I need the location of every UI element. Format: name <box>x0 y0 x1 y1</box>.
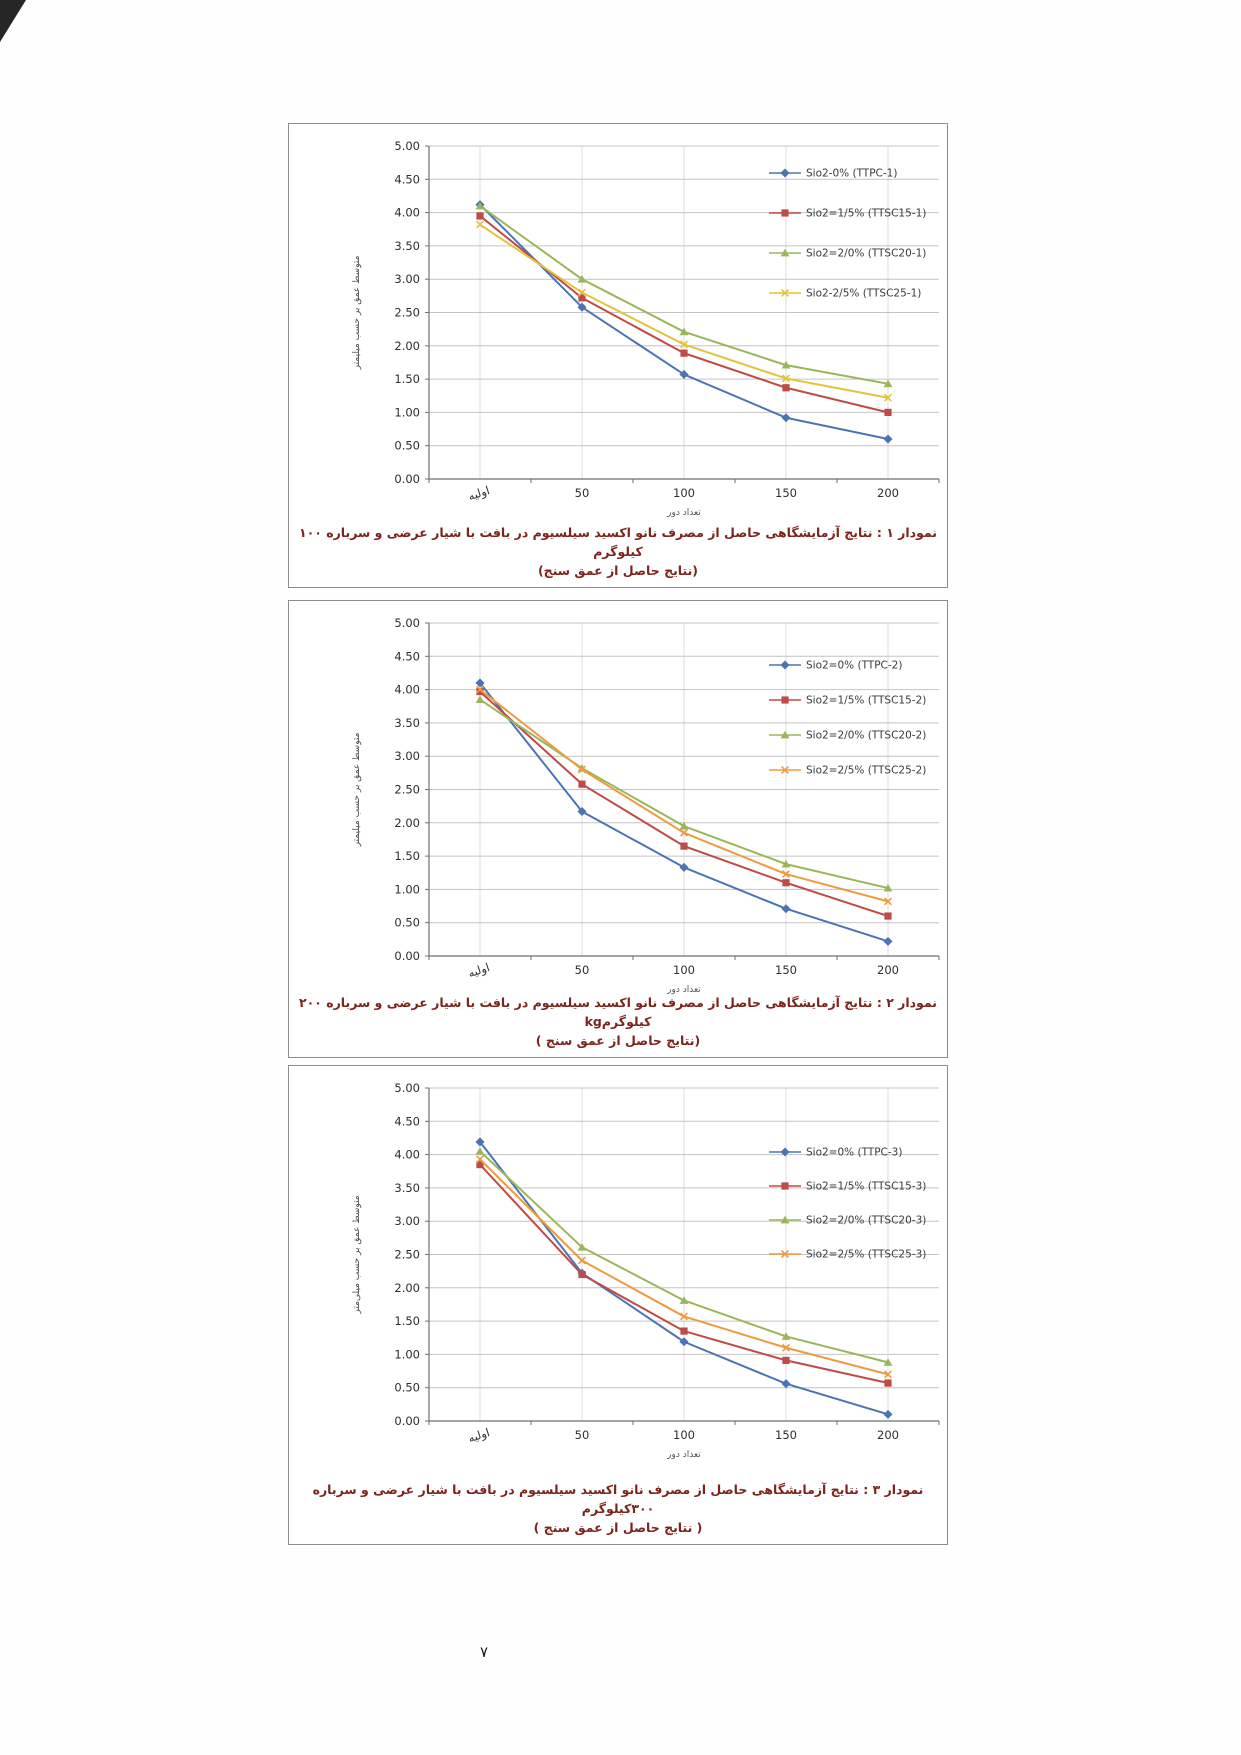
x-tick-label: 50 <box>574 963 590 977</box>
y-tick-label: 4.00 <box>394 682 420 697</box>
data-point-marker-icon <box>578 1271 585 1278</box>
x-tick-label: 50 <box>574 486 590 500</box>
legend-label: Sio2=2/0% (TTSC20-1) <box>806 247 927 260</box>
gridlines <box>429 623 939 956</box>
data-point-marker-icon <box>680 328 689 336</box>
y-tick-label: 0.50 <box>394 1380 420 1395</box>
data-point-marker-icon <box>782 384 789 391</box>
data-point-marker-icon <box>782 879 789 886</box>
chart-3-box <box>288 1065 948 1545</box>
x-tick-label: 100 <box>673 963 695 977</box>
legend-marker-icon <box>780 1147 789 1156</box>
legend-entry-2 <box>769 248 926 260</box>
legend-label: Sio2=1/5% (TTSC15-3) <box>806 1180 927 1193</box>
legend <box>769 168 926 300</box>
y-tick-label: 3.50 <box>394 715 420 730</box>
x-tick-label: 150 <box>775 486 797 500</box>
legend-entry-0 <box>769 660 902 672</box>
y-axis-title: متوسط عمق بر حسب میلیمتر <box>352 732 362 847</box>
legend-label: Sio2=0% (TTPC-3) <box>806 1146 903 1159</box>
y-axis <box>394 1081 429 1428</box>
page-number: ۷ <box>480 1643 489 1661</box>
legend-label: Sio2-2/5% (TTSC25-1) <box>806 287 922 300</box>
y-tick-label: 2.00 <box>394 338 420 353</box>
y-tick-label: 0.50 <box>394 438 420 453</box>
y-tick-label: 1.00 <box>394 405 420 420</box>
data-point-marker-icon <box>782 1357 789 1364</box>
legend-entry-2 <box>769 1215 926 1227</box>
legend-entry-3 <box>769 765 926 777</box>
legend-label: Sio2=2/0% (TTSC20-3) <box>806 1214 927 1227</box>
data-point-marker-icon <box>476 1147 485 1155</box>
legend-entry-0 <box>769 1147 902 1159</box>
y-tick-label: 0.00 <box>394 1414 420 1428</box>
y-tick-label: 4.00 <box>394 1147 420 1162</box>
legend-label: Sio2=1/5% (TTSC15-2) <box>806 694 927 707</box>
chart-2-caption-line1: نمودار ۲ : نتایج آزمایشگاهی حاصل از مصرف نانو اکسید سیلسیوم در بافت با شیار عرضی و سرباره ۲۰۰ کیلوگرمkg <box>298 995 937 1029</box>
x-axis <box>429 1421 939 1446</box>
y-tick-label: 3.50 <box>394 238 420 253</box>
y-axis <box>394 139 429 486</box>
legend <box>769 1147 926 1261</box>
y-tick-label: 0.00 <box>394 949 420 963</box>
y-tick-label: 5.00 <box>394 616 420 630</box>
legend-entry-3 <box>769 288 921 300</box>
data-point-marker-icon <box>680 350 687 357</box>
chart-2-caption <box>289 993 947 1050</box>
y-tick-label: 3.50 <box>394 1180 420 1195</box>
x-tick-label: 50 <box>574 1428 590 1442</box>
data-point-marker-icon <box>578 781 585 788</box>
chart-3-plot <box>289 1066 945 1478</box>
chart-1-caption-line1: نمودار ۱ : نتایج آزمایشگاهی حاصل از مصرف نانو اکسید سیلسیوم در بافت با شیار عرضی و سرباره ۱۰۰ کیلوگرم <box>298 525 937 559</box>
x-tick-label: 100 <box>673 486 695 500</box>
data-point-marker-icon <box>781 1379 790 1388</box>
y-axis-title: متوسط عمق بر حسب میلی‌متر <box>352 1195 362 1314</box>
data-point-marker-icon <box>680 843 687 850</box>
x-tick-label: 200 <box>877 963 899 977</box>
legend-marker-icon <box>781 1182 788 1189</box>
chart-1-box <box>288 123 948 588</box>
y-tick-label: 4.00 <box>394 205 420 220</box>
y-tick-label: 0.00 <box>394 472 420 486</box>
legend-label: Sio2=2/5% (TTSC25-2) <box>806 764 927 777</box>
data-point-marker-icon <box>476 695 485 703</box>
x-axis-title: تعداد دور <box>667 985 701 995</box>
y-tick-label: 4.50 <box>394 172 420 187</box>
legend-marker-icon <box>780 660 789 669</box>
y-tick-label: 3.00 <box>394 1214 420 1229</box>
legend <box>769 660 926 777</box>
y-tick-label: 5.00 <box>394 1081 420 1095</box>
legend-marker-icon <box>780 168 789 177</box>
x-tick-label: اولیه <box>466 960 492 981</box>
y-tick-label: 5.00 <box>394 139 420 153</box>
legend-label: Sio2=0% (TTPC-2) <box>806 659 903 672</box>
data-point-marker-icon <box>680 1296 689 1304</box>
y-axis <box>394 616 429 963</box>
data-point-marker-icon <box>884 409 891 416</box>
y-tick-label: 4.50 <box>394 649 420 664</box>
x-tick-label: اولیه <box>466 1425 492 1446</box>
x-axis <box>429 479 939 504</box>
x-tick-label: 200 <box>877 486 899 500</box>
chart-1-plot <box>289 124 945 524</box>
x-axis-title: تعداد دور <box>667 1450 701 1460</box>
x-tick-label: اولیه <box>466 483 492 504</box>
x-tick-label: 200 <box>877 1428 899 1442</box>
legend-entry-3 <box>769 1249 926 1261</box>
y-tick-label: 2.50 <box>394 782 420 797</box>
x-axis-title: تعداد دور <box>667 508 701 518</box>
legend-entry-1 <box>769 1181 926 1193</box>
data-point-marker-icon <box>884 912 891 919</box>
chart-3-caption <box>289 1480 947 1537</box>
y-tick-label: 2.00 <box>394 1280 420 1295</box>
y-tick-label: 1.50 <box>394 849 420 864</box>
y-tick-label: 4.50 <box>394 1114 420 1129</box>
y-tick-label: 2.50 <box>394 305 420 320</box>
data-point-marker-icon <box>883 937 892 946</box>
y-tick-label: 1.00 <box>394 1347 420 1362</box>
y-tick-label: 2.00 <box>394 815 420 830</box>
legend-entry-2 <box>769 730 926 742</box>
legend-label: Sio2=1/5% (TTSC15-1) <box>806 207 927 220</box>
y-tick-label: 2.50 <box>394 1247 420 1262</box>
y-tick-label: 1.00 <box>394 882 420 897</box>
legend-entry-0 <box>769 168 897 180</box>
x-axis <box>429 956 939 981</box>
data-point-marker-icon <box>883 435 892 444</box>
y-tick-label: 3.00 <box>394 749 420 764</box>
chart-1-caption-line2: (نتایج حاصل از عمق سنج) <box>537 563 699 578</box>
x-tick-label: 150 <box>775 1428 797 1442</box>
chart-1-caption <box>289 523 947 580</box>
y-tick-label: 0.50 <box>394 915 420 930</box>
gridlines <box>429 146 939 479</box>
data-point-marker-icon <box>679 863 688 872</box>
legend-marker-icon <box>781 696 788 703</box>
y-axis-title: متوسط عمق بر حسب میلیمتر <box>352 255 362 370</box>
y-tick-label: 1.50 <box>394 372 420 387</box>
chart-2-plot <box>289 601 945 1001</box>
chart-2-box <box>288 600 948 1058</box>
chart-2-caption-line2: (نتایج حاصل از عمق سنج ) <box>535 1033 701 1048</box>
legend-label: Sio2-0% (TTPC-1) <box>806 167 898 180</box>
scan-artifact <box>0 0 26 42</box>
chart-3-caption-line2: ( نتایج حاصل از عمق سنج ) <box>533 1520 703 1535</box>
legend-entry-1 <box>769 695 926 707</box>
legend-label: Sio2=2/5% (TTSC25-3) <box>806 1248 927 1261</box>
data-point-marker-icon <box>884 1379 891 1386</box>
data-point-marker-icon <box>883 1410 892 1419</box>
x-tick-label: 150 <box>775 963 797 977</box>
data-point-marker-icon <box>680 1327 687 1334</box>
y-tick-label: 3.00 <box>394 272 420 287</box>
legend-label: Sio2=2/0% (TTSC20-2) <box>806 729 927 742</box>
chart-3-caption-line1: نمودار ۳ : نتایج آزمایشگاهی حاصل از مصرف نانو اکسید سیلسیوم در بافت با شیار عرضی و سرباره ۳۰۰کیلوگرم <box>312 1482 924 1516</box>
data-point-marker-icon <box>781 904 790 913</box>
y-tick-label: 1.50 <box>394 1314 420 1329</box>
data-point-marker-icon <box>781 413 790 422</box>
data-point-marker-icon <box>476 212 483 219</box>
legend-marker-icon <box>781 209 788 216</box>
x-tick-label: 100 <box>673 1428 695 1442</box>
legend-entry-1 <box>769 208 926 220</box>
